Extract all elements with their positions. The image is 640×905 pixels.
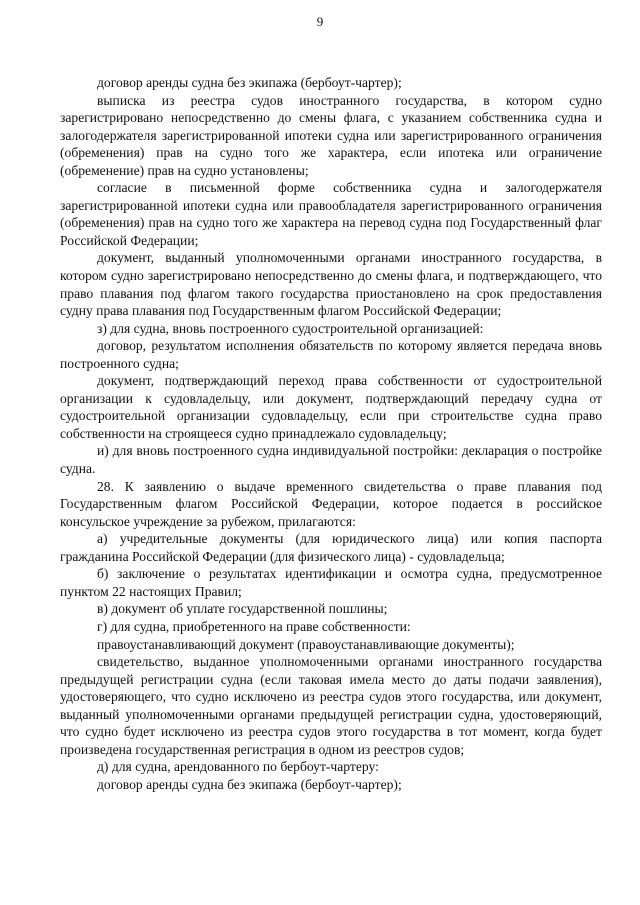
- paragraph-owner-consent: согласие в письменной форме собственника судна и залогодержателя зарегистрированной ипотеки судна или правообладателя зарегистрированного ограничения (обременения) прав на судно того же характера на перевод судна под Государственный флаг Российской Федерации;: [60, 180, 602, 248]
- page-number: 9: [316, 14, 324, 29]
- paragraph-item-a: а) учредительные документы (для юридического лица) или копия паспорта гражданина Российской Федерации (для физического лица) - судовладельца;: [60, 531, 602, 564]
- paragraph-item-b: б) заключение о результатах идентификации и осмотра судна, предусмотренное пунктом 22 настоящих Правил;: [60, 566, 602, 599]
- paragraph-item-v: в) документ об уплате государственной пошлины;: [97, 601, 388, 617]
- paragraph-item-g: г) для судна, приобретенного на праве собственности:: [97, 618, 411, 634]
- paragraph-ownership-transfer-document: документ, подтверждающий переход права собственности от судостроительной организации к судовладельцу, или документ, подтверждающий передачу судна от судостроительной организации судовладельцу, если при строительстве судна право собственности на строящееся судно принадлежало судовладельцу;: [60, 373, 602, 441]
- paragraph-item-z: з) для судна, вновь построенного судостроительной организацией:: [97, 320, 484, 336]
- paragraph-clause-28: 28. К заявлению о выдаче временного свидетельства о праве плавания под Государственным флагом Российской Федерации, которое подается в российское консульское учреждение за рубежом, прилагаются:: [60, 478, 602, 529]
- paragraph-item-i: и) для вновь построенного судна индивидуальной постройки: декларация о постройке судна.: [60, 443, 602, 477]
- paragraph-bareboat-charter-contract: договор аренды судна без экипажа (бербоут-чартер);: [97, 75, 402, 90]
- paragraph-deregistration-certificate: свидетельство, выданное уполномоченными органами иностранного государства предыдущей регистрации судна (если таковая имела место до даты подачи заявления), удостоверяющего, что судно исключено из реестра судов этого государства, или документ, выданный уполномоченными органами предыдущей регистрации судна, удостоверяющий, что судно будет исключено из реестра судов этого государства в тот момент, когда будет произведена государственная регистрация в одном из реестров судов;: [60, 654, 602, 757]
- paragraph-construction-contract: договор, результатом исполнения обязательств по которому является передача вновь построенного судна;: [60, 338, 602, 371]
- paragraph-foreign-authority-document: документ, выданный уполномоченными органами иностранного государства, в котором судно зарегистрировано непосредственно до смены флага, и подтверждающего, что право плавания под флагом такого государства приостановлено на срок предоставления судну права плавания под Государственным флагом Российской Федерации;: [60, 250, 602, 319]
- paragraph-bareboat-charter-contract-2: договор аренды судна без экипажа (бербоут-чартер);: [97, 776, 402, 792]
- paragraph-item-d: д) для судна, арендованного по бербоут-чартеру:: [97, 759, 379, 775]
- paragraph-foreign-registry-extract: выписка из реестра судов иностранного государства, в котором судно зарегистрировано непосредственно до смены флага, с указанием собственника судна и залогодержателя зарегистрированной ипотеки судна или зарегистрированного ограничения (обременения) прав на судно того же характера, если ипотека или ограничение (обременение) прав на судно установлены;: [60, 92, 602, 178]
- paragraph-title-documents: правоустанавливающий документ (правоустанавливающие документы);: [97, 636, 515, 652]
- document-body: [60, 74, 602, 793]
